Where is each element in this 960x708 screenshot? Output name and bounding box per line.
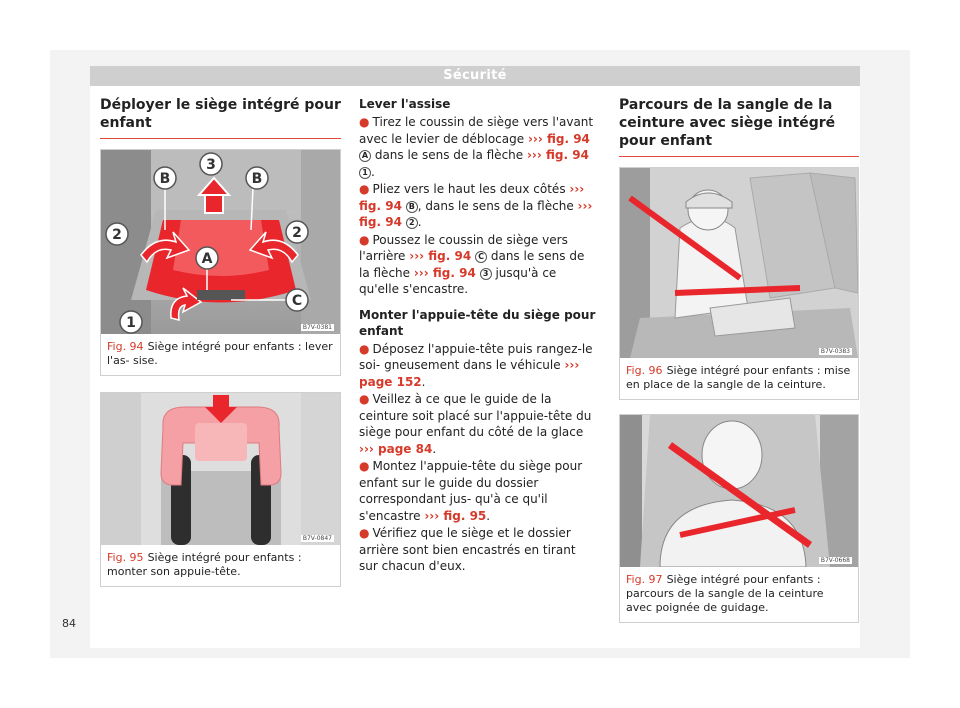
step-belt-guide: ● Veillez à ce que le guide de la ceinture soit placé sur l'appuie-tête du siège pour enfant du côté de la glace ››› page 84. <box>359 392 592 456</box>
ref-fig94[interactable]: ››› fig. 94 <box>359 182 585 213</box>
step-mount-headrest: ● Montez l'appuie-tête du siège pour enfant sur le guide du dossier correspondant jus- qu'à ce qu'il s'encastre ››› fig. 95. <box>359 459 583 523</box>
callout-b-left: B <box>159 171 171 187</box>
bullet-icon: ● <box>359 232 370 247</box>
figure-95-caption-text: Siège intégré pour enfants : monter son appuie-tête. <box>107 551 302 578</box>
heading-monter-appuie-tete: Monter l'appuie-tête du siège pour enfant <box>359 307 596 338</box>
section-header-bar <box>90 66 860 86</box>
ref-fig94[interactable]: ››› fig. 94 <box>526 148 589 162</box>
headrest-illustration <box>101 393 340 545</box>
belt-guide-illustration <box>620 415 858 567</box>
child-seated-illustration <box>620 168 858 358</box>
callout-a: A <box>201 251 213 267</box>
section-title-deploy: Déployer le siège intégré pour enfant <box>100 96 341 139</box>
figure-96-image <box>620 168 858 358</box>
figure-97-code: B7V-0668 <box>820 557 850 564</box>
figure-97-caption-text: Siège intégré pour enfants : parcours de la sangle de la ceinture avec poignée de guidage. <box>626 573 824 614</box>
figure-96-caption-text: Siège intégré pour enfants : mise en place de la sangle de la ceinture. <box>626 364 851 391</box>
section-header-title: Sécurité <box>443 68 507 83</box>
step-check-seat: ● Vérifiez que le siège et le dossier arrière sont bien encastrés en tirant sur chacun d'eux. <box>359 526 576 573</box>
callout-inline-1: 1 <box>359 167 371 179</box>
figure-97-label: Fig. 97 <box>626 573 663 586</box>
column-left <box>100 96 341 587</box>
callout-inline-a: A <box>359 150 371 162</box>
callout-b-right: B <box>251 171 263 187</box>
figure-96-code: B7V-0383 <box>820 348 850 355</box>
figure-96 <box>619 167 859 400</box>
figure-94 <box>100 149 341 376</box>
bullet-icon: ● <box>359 182 370 196</box>
figure-95-code: B7V-0847 <box>302 535 332 542</box>
ref-fig94[interactable]: ››› fig. 94 <box>359 198 593 229</box>
figure-97-caption <box>620 567 858 622</box>
figure-95-label: Fig. 95 <box>107 551 144 564</box>
section-title-belt-route: Parcours de la sangle de la ceinture avec siège intégré pour enfant <box>619 96 859 157</box>
bullet-icon: ● <box>359 526 370 540</box>
step-fold-sides: ● Pliez vers le haut les deux côtés ››› fig. 94 B , dans le sens de la flèche ››› fig. 94 2 . <box>359 182 593 229</box>
figure-95-caption <box>101 545 340 586</box>
step-pull-cushion: ● Tirez le coussin de siège vers l'avant avec le levier de déblocage ››› fig. 94 A dans le sens de la flèche ››› fig. 94 1 . <box>359 115 594 179</box>
ref-fig94[interactable]: ››› fig. 94 <box>409 249 472 263</box>
figure-97-image <box>620 415 858 567</box>
callout-c: C <box>291 293 303 309</box>
figure-97 <box>619 414 859 623</box>
figure-94-image <box>101 150 340 334</box>
figure-96-label: Fig. 96 <box>626 364 663 377</box>
ref-fig94[interactable]: ››› fig. 94 <box>527 131 590 146</box>
bullet-icon: ● <box>359 459 370 473</box>
callout-2-right: 2 <box>292 225 302 241</box>
figure-94-caption-text: Siège intégré pour enfants : lever l'as- sise. <box>107 340 333 367</box>
bullet-icon: ● <box>359 341 370 356</box>
step-remove-headrest: ● Déposez l'appuie-tête puis rangez-le soi- gneusement dans le véhicule ››› page 152. <box>359 341 593 389</box>
callout-inline-b: B <box>406 201 418 213</box>
bullet-icon: ● <box>359 392 370 406</box>
figure-95-image <box>101 393 340 545</box>
figure-95 <box>100 392 341 587</box>
column-right <box>619 96 859 623</box>
heading-lever-assise: Lever l'assise <box>359 97 451 111</box>
figure-94-code: B7V-0381 <box>302 324 332 331</box>
ref-page-84[interactable]: ››› page 84 <box>359 441 433 456</box>
figure-94-caption <box>101 334 340 375</box>
callout-2-left: 2 <box>112 227 122 243</box>
callout-1: 1 <box>126 315 136 331</box>
callout-3: 3 <box>206 157 216 173</box>
ref-fig94[interactable]: ››› fig. 94 <box>413 265 476 280</box>
page-number: 84 <box>62 617 76 630</box>
callout-inline-c: C <box>475 251 487 263</box>
ref-fig95[interactable]: ››› fig. 95 <box>424 508 487 523</box>
column-middle <box>359 96 597 576</box>
step-push-cushion: ● Poussez le coussin de siège vers l'arrière ››› fig. 94 C dans le sens de la flèche ››› fig. 94 3 jusqu'à ce qu'elle s'encastre. <box>359 232 585 296</box>
seat-lift-illustration <box>101 150 340 334</box>
callout-inline-3: 3 <box>480 268 492 280</box>
figure-94-label: Fig. 94 <box>107 340 144 353</box>
figure-96-caption <box>620 358 858 399</box>
bullet-icon: ● <box>359 115 370 129</box>
ref-page-152[interactable]: ››› page 152 <box>359 358 580 389</box>
callout-inline-2: 2 <box>406 217 418 229</box>
